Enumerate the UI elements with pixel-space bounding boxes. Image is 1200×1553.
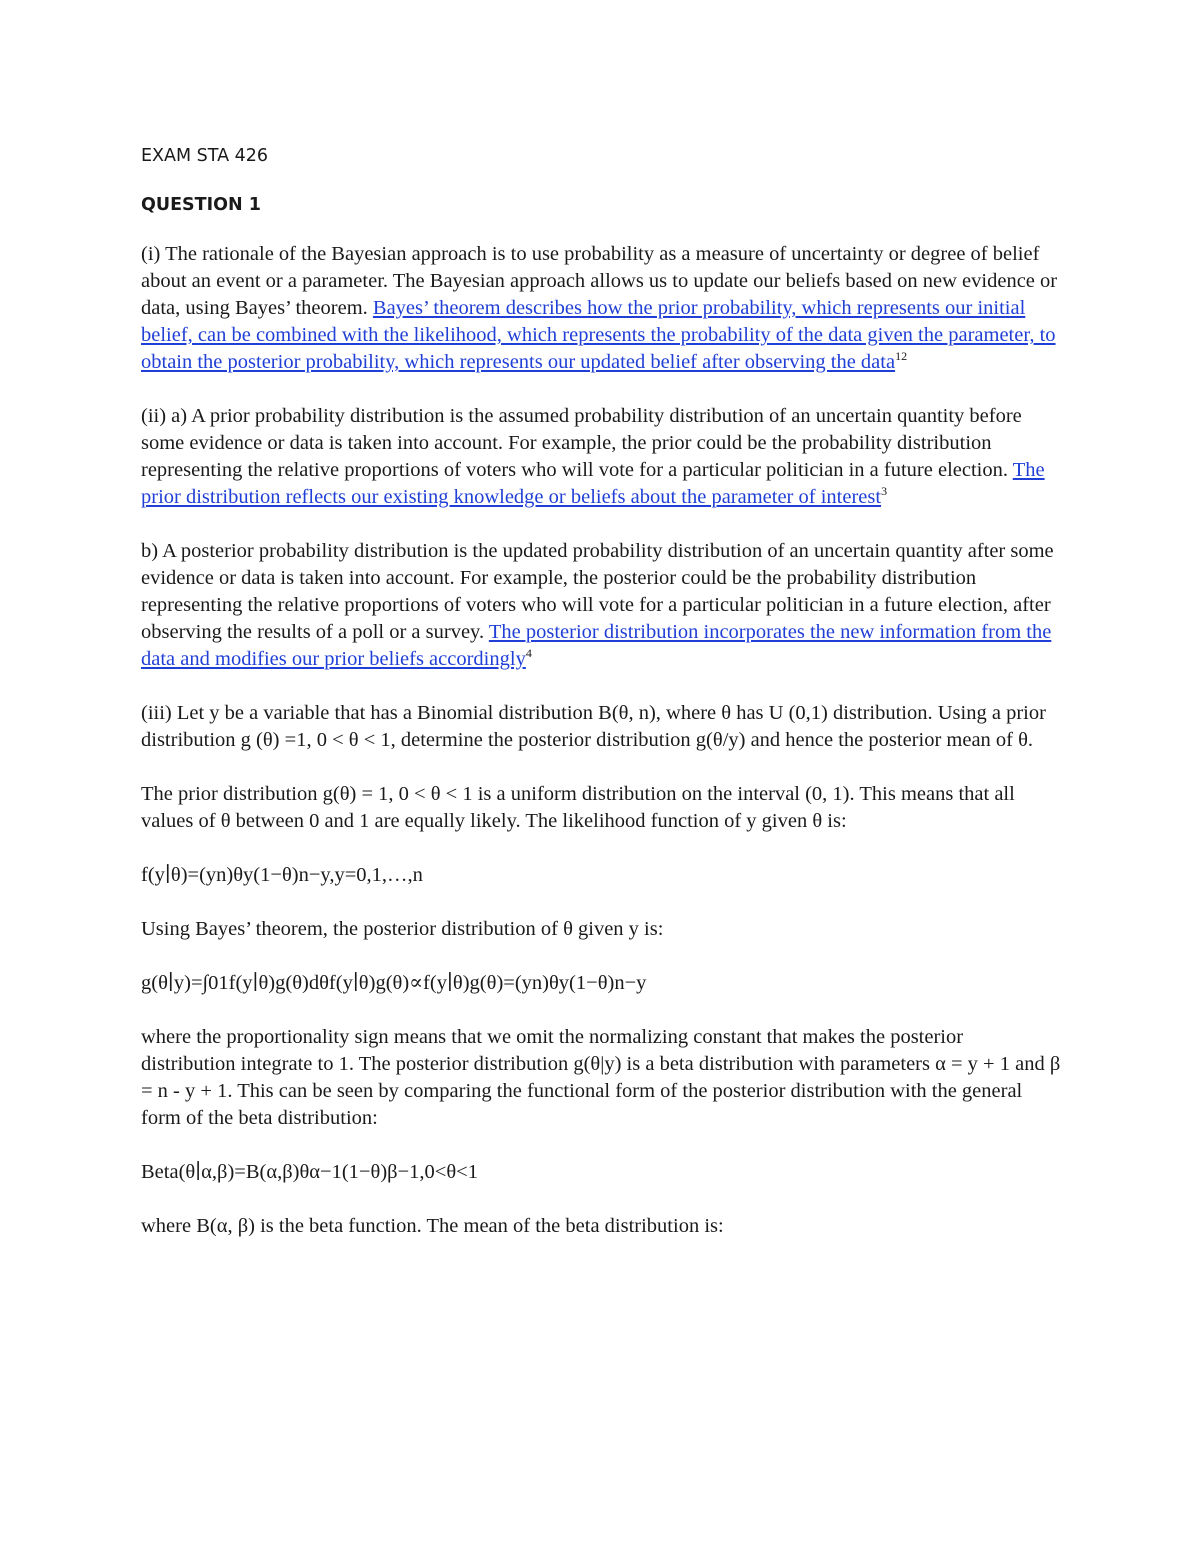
paragraph-text: (i) The rationale of the Bayesian approach is to use probability as a measure of uncertainty or degree of belief about an event or a parameter. The Bayesian approach allows us to update our beliefs based on new evidence or data, using Bayes’ theorem. [141, 243, 1058, 319]
paragraph-beta-mean: where B(α, β) is the beta function. The mean of the beta distribution is: [141, 1215, 724, 1237]
paragraph-text: (ii) a) A prior probability distribution is the assumed probability distribution of an uncertain quantity before some evidence or data is taken into account. For example, the prior could be the probability distribution representing the relative proportions of voters who will vote for a particular politician in a future election. [141, 405, 1022, 481]
paragraph-beta-explanation: where the proportionality sign means that we omit the normalizing constant that makes the posterior distribution integrate to 1. The posterior distribution g(θ|y) is a beta distribution with parameters α = y + 1 and β = n - y + 1. This can be seen by comparing the functional form of the posterior distribution with the general form of the beta distribution: [141, 1026, 1061, 1129]
posterior-distribution-link[interactable]: The posterior distribution incorporates the new information from the data and modifies our prior beliefs accordingly [141, 621, 1052, 670]
exam-title: EXAM STA 426 [141, 146, 269, 166]
paragraph-question-iii: (iii) Let y be a variable that has a Binomial distribution B(θ, n), where θ has U (0,1) distribution. Using a prior distribution g (θ) =1, 0 < θ < 1, determine the posterior distribution g(θ/y) and hence the posterior mean of θ. [141, 702, 1046, 751]
formula-beta: Beta(θ∣α,β)=B(α,β)θα−1(1−θ)β−1,0<θ<1 [141, 1161, 478, 1183]
footnote-ref[interactable]: 12 [895, 349, 908, 363]
document-body [141, 143, 1061, 1267]
formula-posterior: g(θ∣y)=∫01f(y∣θ)g(θ)dθf(y∣θ)g(θ)∝f(y∣θ)g(θ)=(yn)θy(1−θ)n−y [141, 972, 647, 994]
prior-distribution-link[interactable]: The prior distribution reflects our existing knowledge or beliefs about the parameter of interest [141, 459, 1045, 508]
paragraph-posterior [141, 538, 1061, 673]
question-heading: QUESTION 1 [141, 195, 261, 215]
paragraph-text: b) A posterior probability distribution is the updated probability distribution of an uncertain quantity after some evidence or data is taken into account. For example, the posterior could be the probability distribution representing the relative proportions of voters who will vote for a particular politician in a future election, after observing the results of a poll or a survey. [141, 540, 1054, 643]
footnote-ref[interactable]: 3 [881, 484, 888, 498]
paragraph-bayes-posterior: Using Bayes’ theorem, the posterior distribution of θ given y is: [141, 918, 664, 940]
paragraph-prior-uniform: The prior distribution g(θ) = 1, 0 < θ < 1 is a uniform distribution on the interval (0, 1). This means that all values of θ between 0 and 1 are equally likely. The likelihood function of y given θ is: [141, 783, 1015, 832]
paragraph-rationale [141, 241, 1061, 376]
bayes-theorem-link[interactable]: Bayes’ theorem describes how the prior probability, which represents our initial belief, can be combined with the likelihood, which represents the probability of the data given the parameter, to obtain the posterior probability, which represents our updated belief after observing the data [141, 297, 1056, 373]
formula-likelihood: f(y∣θ)=(yn)θy(1−θ)n−y,y=0,1,…,n [141, 864, 423, 886]
paragraph-prior [141, 403, 1061, 511]
footnote-ref[interactable]: 4 [525, 646, 532, 660]
